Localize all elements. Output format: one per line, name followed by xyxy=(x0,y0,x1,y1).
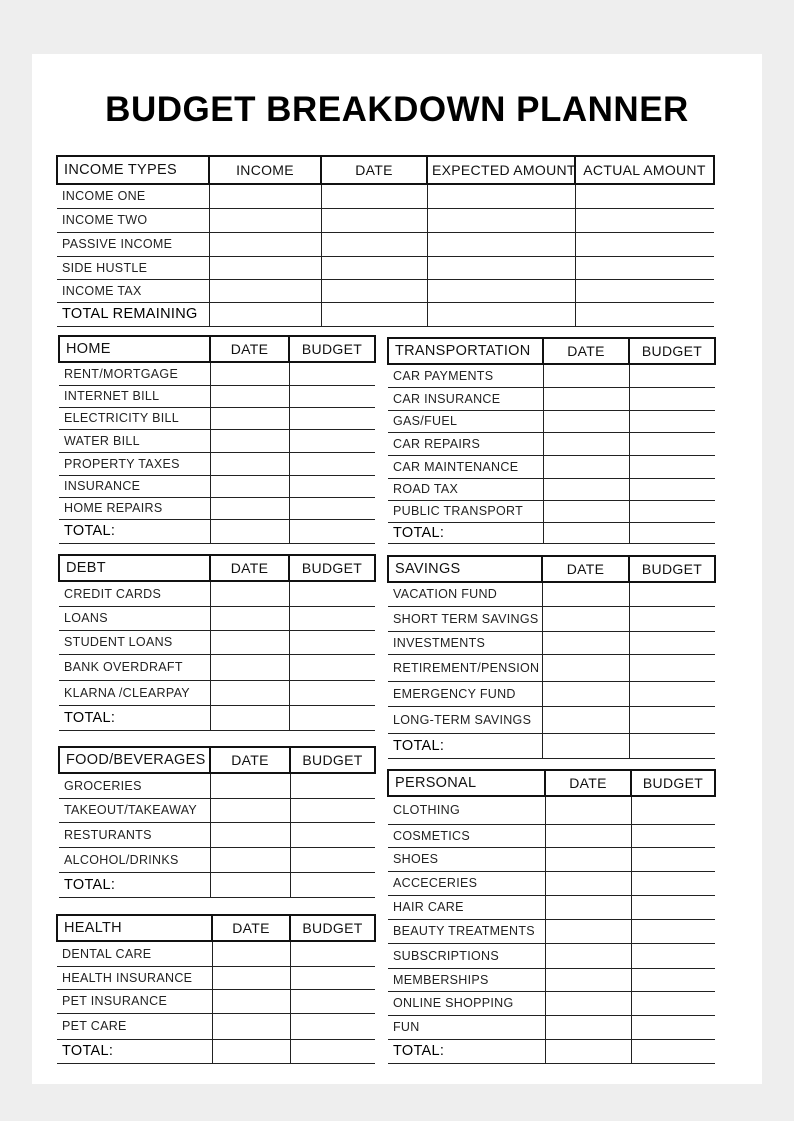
savings-row xyxy=(388,706,715,733)
income-row xyxy=(57,279,714,302)
debt-entry-cell[interactable] xyxy=(289,581,375,606)
savings-total-cell[interactable] xyxy=(629,733,715,758)
personal-total-row xyxy=(388,1039,715,1063)
transportation-entry-cell[interactable] xyxy=(543,432,629,455)
home-total-cell[interactable] xyxy=(210,519,289,543)
transportation-header-row xyxy=(388,338,715,364)
savings-row-label: RETIREMENT/PENSION xyxy=(388,654,542,681)
food-total-cell[interactable] xyxy=(290,872,375,897)
personal-row xyxy=(388,824,715,847)
health-entry-cell[interactable] xyxy=(290,941,375,966)
home-row xyxy=(59,452,375,475)
personal-total-cell[interactable] xyxy=(545,1039,631,1063)
transportation-total-cell[interactable] xyxy=(543,522,629,543)
personal-entry-cell[interactable] xyxy=(631,871,715,895)
savings-entry-cell[interactable] xyxy=(542,582,629,606)
personal-row xyxy=(388,943,715,968)
food-header-budget: BUDGET xyxy=(290,747,375,773)
food-entry-cell[interactable] xyxy=(290,847,375,872)
income-row xyxy=(57,184,714,208)
transportation-row-label: CAR REPAIRS xyxy=(388,432,543,455)
transportation-entry-cell[interactable] xyxy=(629,410,715,432)
personal-row xyxy=(388,796,715,824)
personal-total-label: TOTAL: xyxy=(388,1039,545,1063)
personal-row-label: CLOTHING xyxy=(388,796,545,824)
food-total-row xyxy=(59,872,375,897)
savings-entry-cell[interactable] xyxy=(542,681,629,706)
debt-row-label: BANK OVERDRAFT xyxy=(59,654,210,680)
home-entry-cell[interactable] xyxy=(210,385,289,407)
transportation-row xyxy=(388,432,715,455)
debt-header-row xyxy=(59,555,375,581)
savings-entry-cell[interactable] xyxy=(629,681,715,706)
transportation-row-label: PUBLIC TRANSPORT xyxy=(388,500,543,522)
personal-row xyxy=(388,919,715,943)
home-entry-cell[interactable] xyxy=(289,385,375,407)
personal-entry-cell[interactable] xyxy=(631,824,715,847)
debt-total-cell[interactable] xyxy=(210,705,289,730)
food-header-category: FOOD/BEVERAGES xyxy=(59,747,210,773)
personal-header-row xyxy=(388,770,715,796)
health-entry-cell[interactable] xyxy=(290,1013,375,1039)
personal-row-label: FUN xyxy=(388,1015,545,1039)
transportation-header-category: TRANSPORTATION xyxy=(388,338,543,364)
transportation-header-budget: BUDGET xyxy=(629,338,715,364)
transportation-total-row xyxy=(388,522,715,543)
personal-row-label: HAIR CARE xyxy=(388,895,545,919)
transportation-entry-cell[interactable] xyxy=(543,387,629,410)
home-entry-cell[interactable] xyxy=(289,452,375,475)
transportation-entry-cell[interactable] xyxy=(629,500,715,522)
health-table xyxy=(56,914,376,1064)
savings-entry-cell[interactable] xyxy=(629,706,715,733)
debt-entry-cell[interactable] xyxy=(289,680,375,705)
food-row-label: TAKEOUT/TAKEAWAY xyxy=(59,798,210,822)
savings-header-row xyxy=(388,556,715,582)
home-entry-cell[interactable] xyxy=(210,452,289,475)
food-entry-cell[interactable] xyxy=(290,773,375,798)
debt-header-category: DEBT xyxy=(59,555,210,581)
debt-entry-cell[interactable] xyxy=(210,680,289,705)
income-entry-cell[interactable] xyxy=(209,232,321,256)
savings-total-row xyxy=(388,733,715,758)
health-entry-cell[interactable] xyxy=(212,966,290,989)
income-entry-cell[interactable] xyxy=(575,232,714,256)
savings-table xyxy=(387,555,716,759)
income-entry-cell[interactable] xyxy=(575,279,714,302)
savings-header-date: DATE xyxy=(542,556,629,582)
home-row xyxy=(59,362,375,385)
home-entry-cell[interactable] xyxy=(210,497,289,519)
health-entry-cell[interactable] xyxy=(212,941,290,966)
debt-entry-cell[interactable] xyxy=(289,606,375,630)
personal-row xyxy=(388,968,715,991)
personal-entry-cell[interactable] xyxy=(631,895,715,919)
food-row xyxy=(59,847,375,872)
income-entry-cell[interactable] xyxy=(321,256,427,279)
health-total-cell[interactable] xyxy=(212,1039,290,1063)
home-entry-cell[interactable] xyxy=(289,497,375,519)
transportation-row xyxy=(388,500,715,522)
health-row-label: PET INSURANCE xyxy=(57,989,212,1013)
home-entry-cell[interactable] xyxy=(289,429,375,452)
food-row xyxy=(59,798,375,822)
savings-entry-cell[interactable] xyxy=(542,706,629,733)
food-row-label: RESTURANTS xyxy=(59,822,210,847)
personal-entry-cell[interactable] xyxy=(631,943,715,968)
transportation-entry-cell[interactable] xyxy=(543,455,629,478)
personal-header-date: DATE xyxy=(545,770,631,796)
personal-table xyxy=(387,769,716,1064)
income-total-cell[interactable] xyxy=(209,302,321,326)
health-header-budget: BUDGET xyxy=(290,915,375,941)
food-entry-cell[interactable] xyxy=(210,847,290,872)
transportation-entry-cell[interactable] xyxy=(543,500,629,522)
income-entry-cell[interactable] xyxy=(427,256,575,279)
personal-entry-cell[interactable] xyxy=(631,919,715,943)
debt-total-label: TOTAL: xyxy=(59,705,210,730)
food-entry-cell[interactable] xyxy=(210,773,290,798)
health-row xyxy=(57,989,375,1013)
home-row-label: RENT/MORTGAGE xyxy=(59,362,210,385)
transportation-row xyxy=(388,410,715,432)
home-entry-cell[interactable] xyxy=(210,429,289,452)
debt-entry-cell[interactable] xyxy=(210,606,289,630)
home-total-row xyxy=(59,519,375,543)
home-entry-cell[interactable] xyxy=(289,475,375,497)
personal-row-label: SUBSCRIPTIONS xyxy=(388,943,545,968)
food-table xyxy=(58,746,376,898)
personal-entry-cell[interactable] xyxy=(545,824,631,847)
income-row-label: INCOME ONE xyxy=(57,184,209,208)
debt-row xyxy=(59,606,375,630)
savings-entry-cell[interactable] xyxy=(542,654,629,681)
debt-row-label: KLARNA /CLEARPAY xyxy=(59,680,210,705)
debt-entry-cell[interactable] xyxy=(210,654,289,680)
income-row xyxy=(57,232,714,256)
income-row-label: PASSIVE INCOME xyxy=(57,232,209,256)
savings-row-label: INVESTMENTS xyxy=(388,631,542,654)
savings-row xyxy=(388,606,715,631)
personal-row xyxy=(388,991,715,1015)
savings-header-category: SAVINGS xyxy=(388,556,542,582)
debt-total-row xyxy=(59,705,375,730)
income-total-row xyxy=(57,302,714,326)
personal-row-label: ACCECERIES xyxy=(388,871,545,895)
income-entry-cell[interactable] xyxy=(427,208,575,232)
income-header-expected-amount: EXPECTED AMOUNT xyxy=(427,156,575,184)
income-entry-cell[interactable] xyxy=(575,256,714,279)
food-row xyxy=(59,773,375,798)
transportation-row-label: CAR PAYMENTS xyxy=(388,364,543,387)
savings-entry-cell[interactable] xyxy=(629,631,715,654)
debt-row-label: STUDENT LOANS xyxy=(59,630,210,654)
debt-table xyxy=(58,554,376,731)
home-entry-cell[interactable] xyxy=(289,407,375,429)
food-entry-cell[interactable] xyxy=(210,822,290,847)
home-row-label: INSURANCE xyxy=(59,475,210,497)
page-title: BUDGET BREAKDOWN PLANNER xyxy=(105,90,689,129)
personal-entry-cell[interactable] xyxy=(545,871,631,895)
home-header-category: HOME xyxy=(59,336,210,362)
debt-row xyxy=(59,581,375,606)
savings-entry-cell[interactable] xyxy=(629,654,715,681)
personal-entry-cell[interactable] xyxy=(631,968,715,991)
savings-row-label: VACATION FUND xyxy=(388,582,542,606)
personal-entry-cell[interactable] xyxy=(631,1015,715,1039)
food-entry-cell[interactable] xyxy=(290,798,375,822)
home-table xyxy=(58,335,376,544)
income-entry-cell[interactable] xyxy=(321,208,427,232)
transportation-entry-cell[interactable] xyxy=(629,364,715,387)
home-header-budget: BUDGET xyxy=(289,336,375,362)
personal-entry-cell[interactable] xyxy=(545,847,631,871)
income-header-actual-amount: ACTUAL AMOUNT xyxy=(575,156,714,184)
health-row xyxy=(57,966,375,989)
home-header-date: DATE xyxy=(210,336,289,362)
savings-row xyxy=(388,681,715,706)
personal-entry-cell[interactable] xyxy=(545,968,631,991)
income-row-label: SIDE HUSTLE xyxy=(57,256,209,279)
personal-row-label: SHOES xyxy=(388,847,545,871)
income-entry-cell[interactable] xyxy=(321,279,427,302)
planner-page xyxy=(32,54,762,1084)
health-header-row xyxy=(57,915,375,941)
home-total-cell[interactable] xyxy=(289,519,375,543)
savings-row-label: LONG-TERM SAVINGS xyxy=(388,706,542,733)
income-total-label: TOTAL REMAINING xyxy=(57,302,209,326)
personal-entry-cell[interactable] xyxy=(545,895,631,919)
home-total-label: TOTAL: xyxy=(59,519,210,543)
home-entry-cell[interactable] xyxy=(210,407,289,429)
transportation-row-label: CAR MAINTENANCE xyxy=(388,455,543,478)
income-header-income: INCOME xyxy=(209,156,321,184)
savings-row xyxy=(388,582,715,606)
transportation-row xyxy=(388,364,715,387)
food-row-label: ALCOHOL/DRINKS xyxy=(59,847,210,872)
food-total-label: TOTAL: xyxy=(59,872,210,897)
health-header-category: HEALTH xyxy=(57,915,212,941)
health-row-label: HEALTH INSURANCE xyxy=(57,966,212,989)
debt-row-label: LOANS xyxy=(59,606,210,630)
home-entry-cell[interactable] xyxy=(210,475,289,497)
transportation-row xyxy=(388,455,715,478)
debt-header-budget: BUDGET xyxy=(289,555,375,581)
savings-entry-cell[interactable] xyxy=(542,606,629,631)
health-row xyxy=(57,941,375,966)
home-row xyxy=(59,385,375,407)
home-entry-cell[interactable] xyxy=(210,362,289,385)
food-header-date: DATE xyxy=(210,747,290,773)
transportation-entry-cell[interactable] xyxy=(629,432,715,455)
income-total-cell[interactable] xyxy=(575,302,714,326)
personal-entry-cell[interactable] xyxy=(631,796,715,824)
transportation-entry-cell[interactable] xyxy=(629,387,715,410)
transportation-entry-cell[interactable] xyxy=(629,478,715,500)
transportation-row xyxy=(388,387,715,410)
home-row-label: INTERNET BILL xyxy=(59,385,210,407)
health-entry-cell[interactable] xyxy=(212,1013,290,1039)
transportation-entry-cell[interactable] xyxy=(629,455,715,478)
income-row-label: INCOME TWO xyxy=(57,208,209,232)
personal-total-cell[interactable] xyxy=(631,1039,715,1063)
debt-entry-cell[interactable] xyxy=(210,581,289,606)
transportation-table xyxy=(387,337,716,544)
transportation-entry-cell[interactable] xyxy=(543,410,629,432)
health-entry-cell[interactable] xyxy=(290,989,375,1013)
debt-header-date: DATE xyxy=(210,555,289,581)
debt-total-cell[interactable] xyxy=(289,705,375,730)
personal-row xyxy=(388,847,715,871)
income-table xyxy=(56,155,715,327)
food-row xyxy=(59,822,375,847)
health-total-row xyxy=(57,1039,375,1063)
income-header-row xyxy=(57,156,714,184)
debt-entry-cell[interactable] xyxy=(289,654,375,680)
income-row xyxy=(57,208,714,232)
debt-row xyxy=(59,680,375,705)
health-row xyxy=(57,1013,375,1039)
personal-row-label: MEMBERSHIPS xyxy=(388,968,545,991)
food-header-row xyxy=(59,747,375,773)
home-row xyxy=(59,475,375,497)
personal-entry-cell[interactable] xyxy=(545,991,631,1015)
transportation-entry-cell[interactable] xyxy=(543,364,629,387)
savings-row-label: SHORT TERM SAVINGS xyxy=(388,606,542,631)
health-row-label: PET CARE xyxy=(57,1013,212,1039)
health-header-date: DATE xyxy=(212,915,290,941)
personal-entry-cell[interactable] xyxy=(545,919,631,943)
home-row-label: PROPERTY TAXES xyxy=(59,452,210,475)
personal-row-label: COSMETICS xyxy=(388,824,545,847)
personal-entry-cell[interactable] xyxy=(545,1015,631,1039)
personal-header-category: PERSONAL xyxy=(388,770,545,796)
income-total-cell[interactable] xyxy=(427,302,575,326)
income-entry-cell[interactable] xyxy=(209,208,321,232)
transportation-header-date: DATE xyxy=(543,338,629,364)
debt-entry-cell[interactable] xyxy=(210,630,289,654)
personal-row-label: ONLINE SHOPPING xyxy=(388,991,545,1015)
home-row xyxy=(59,497,375,519)
savings-row xyxy=(388,654,715,681)
savings-row xyxy=(388,631,715,654)
food-row-label: GROCERIES xyxy=(59,773,210,798)
home-entry-cell[interactable] xyxy=(289,362,375,385)
savings-total-cell[interactable] xyxy=(542,733,629,758)
income-row-label: INCOME TAX xyxy=(57,279,209,302)
personal-entry-cell[interactable] xyxy=(545,943,631,968)
income-entry-cell[interactable] xyxy=(209,279,321,302)
income-entry-cell[interactable] xyxy=(209,184,321,208)
personal-row xyxy=(388,1015,715,1039)
personal-row-label: BEAUTY TREATMENTS xyxy=(388,919,545,943)
health-total-cell[interactable] xyxy=(290,1039,375,1063)
home-header-row xyxy=(59,336,375,362)
transportation-row-label: GAS/FUEL xyxy=(388,410,543,432)
income-entry-cell[interactable] xyxy=(321,184,427,208)
personal-header-budget: BUDGET xyxy=(631,770,715,796)
income-header-date: DATE xyxy=(321,156,427,184)
food-entry-cell[interactable] xyxy=(290,822,375,847)
income-entry-cell[interactable] xyxy=(575,208,714,232)
transportation-row-label: ROAD TAX xyxy=(388,478,543,500)
debt-row xyxy=(59,654,375,680)
savings-entry-cell[interactable] xyxy=(542,631,629,654)
personal-entry-cell[interactable] xyxy=(545,796,631,824)
transportation-row-label: CAR INSURANCE xyxy=(388,387,543,410)
income-header-category: INCOME TYPES xyxy=(57,156,209,184)
food-entry-cell[interactable] xyxy=(210,798,290,822)
income-entry-cell[interactable] xyxy=(427,232,575,256)
debt-row-label: CREDIT CARDS xyxy=(59,581,210,606)
transportation-entry-cell[interactable] xyxy=(543,478,629,500)
personal-row xyxy=(388,895,715,919)
debt-entry-cell[interactable] xyxy=(289,630,375,654)
home-row-label: HOME REPAIRS xyxy=(59,497,210,519)
savings-entry-cell[interactable] xyxy=(629,606,715,631)
savings-header-budget: BUDGET xyxy=(629,556,715,582)
income-entry-cell[interactable] xyxy=(209,256,321,279)
income-entry-cell[interactable] xyxy=(575,184,714,208)
home-row-label: WATER BILL xyxy=(59,429,210,452)
health-total-label: TOTAL: xyxy=(57,1039,212,1063)
health-row-label: DENTAL CARE xyxy=(57,941,212,966)
income-entry-cell[interactable] xyxy=(427,279,575,302)
home-row xyxy=(59,407,375,429)
income-row xyxy=(57,256,714,279)
food-total-cell[interactable] xyxy=(210,872,290,897)
transportation-total-label: TOTAL: xyxy=(388,522,543,543)
personal-entry-cell[interactable] xyxy=(631,991,715,1015)
transportation-row xyxy=(388,478,715,500)
personal-row xyxy=(388,871,715,895)
savings-entry-cell[interactable] xyxy=(629,582,715,606)
transportation-total-cell[interactable] xyxy=(629,522,715,543)
income-total-cell[interactable] xyxy=(321,302,427,326)
personal-entry-cell[interactable] xyxy=(631,847,715,871)
health-entry-cell[interactable] xyxy=(290,966,375,989)
savings-total-label: TOTAL: xyxy=(388,733,542,758)
health-entry-cell[interactable] xyxy=(212,989,290,1013)
debt-row xyxy=(59,630,375,654)
home-row-label: ELECTRICITY BILL xyxy=(59,407,210,429)
savings-row-label: EMERGENCY FUND xyxy=(388,681,542,706)
income-entry-cell[interactable] xyxy=(427,184,575,208)
income-entry-cell[interactable] xyxy=(321,232,427,256)
home-row xyxy=(59,429,375,452)
